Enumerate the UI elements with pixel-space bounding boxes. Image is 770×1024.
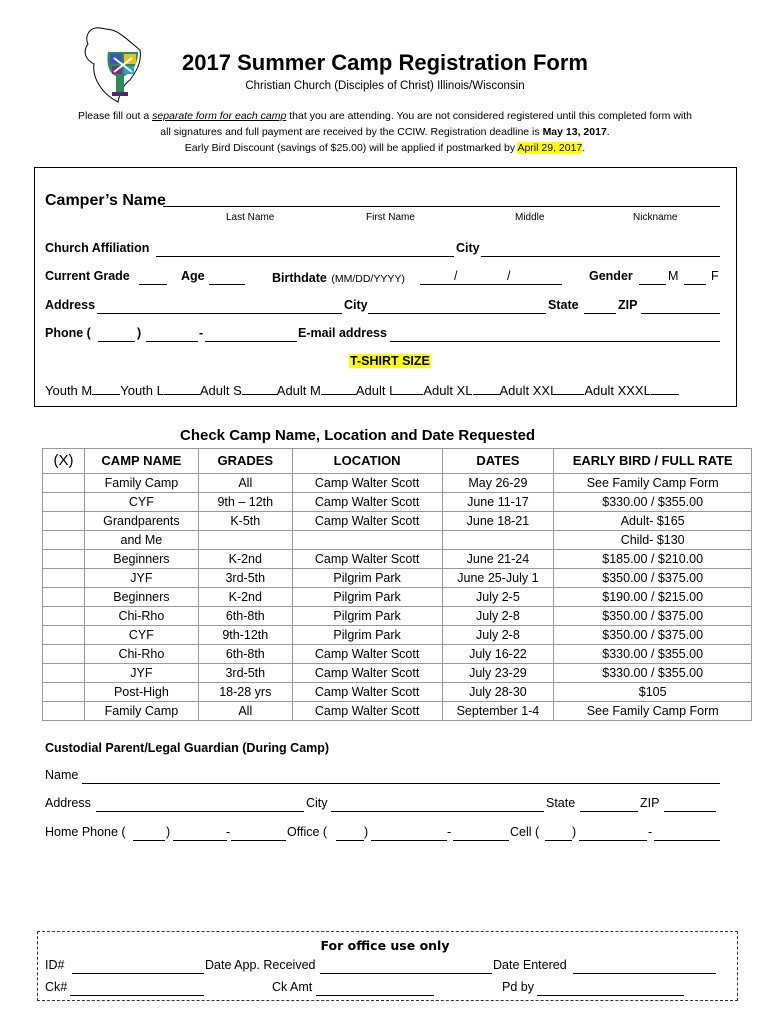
grades-cell: 9th – 12th xyxy=(198,493,292,512)
camp-name-cell: JYF xyxy=(84,664,198,683)
col-header-rate: EARLY BIRD / FULL RATE xyxy=(554,449,752,474)
cell-phone-number-field[interactable] xyxy=(654,840,720,841)
phone-area-field[interactable] xyxy=(98,341,135,342)
grades-cell: K-2nd xyxy=(198,550,292,569)
location-cell: Camp Walter Scott xyxy=(292,550,442,569)
home-phone-paren: ) xyxy=(166,825,171,839)
instruction-line-2 xyxy=(30,124,740,140)
birthdate-field[interactable] xyxy=(420,284,562,285)
check-cell[interactable] xyxy=(43,645,85,664)
table-row xyxy=(43,645,752,664)
guardian-zip-label: ZIP xyxy=(640,796,660,810)
email-label: E-mail address xyxy=(298,326,387,340)
office-phone-prefix-field[interactable] xyxy=(371,840,447,841)
col-header-camp-name: CAMP NAME xyxy=(84,449,198,474)
camp-name-cell: Beginners xyxy=(84,588,198,607)
check-cell[interactable] xyxy=(43,474,85,493)
col-header-check: (X) xyxy=(43,449,85,474)
size-youth-m: Youth M xyxy=(45,383,93,398)
table-row xyxy=(43,493,752,512)
check-cell[interactable] xyxy=(43,607,85,626)
check-cell[interactable] xyxy=(43,531,85,550)
rate-cell: $350.00 / $375.00 xyxy=(554,626,752,645)
table-row xyxy=(43,607,752,626)
camp-name-cell: and Me xyxy=(84,531,198,550)
date-app-received-label: Date App. Received xyxy=(205,958,316,972)
gender-f-label: F xyxy=(711,269,719,283)
phone-label: Phone ( xyxy=(45,326,91,340)
col-header-dates: DATES xyxy=(442,449,554,474)
table-row xyxy=(43,588,752,607)
size-adult-m: Adult M xyxy=(276,383,321,398)
col-header-grades: GRADES xyxy=(198,449,292,474)
date-app-received-field[interactable] xyxy=(320,973,492,974)
office-ck-field[interactable] xyxy=(70,995,204,996)
table-header-row xyxy=(43,449,752,474)
instruction-text: . xyxy=(606,126,610,138)
dates-cell: June 11-17 xyxy=(442,493,554,512)
home-phone-label: Home Phone ( xyxy=(45,825,126,839)
cell-phone-area-field[interactable] xyxy=(545,840,572,841)
current-grade-field[interactable] xyxy=(139,284,167,285)
last-name-caption: Last Name xyxy=(226,212,275,223)
dates-cell: July 2-5 xyxy=(442,588,554,607)
guardian-state-label: State xyxy=(546,796,576,810)
grades-cell: 9th-12th xyxy=(198,626,292,645)
dates-cell: September 1-4 xyxy=(442,702,554,721)
instruction-text: Please fill out a xyxy=(77,110,153,122)
form-title: 2017 Summer Camp Registration Form xyxy=(182,50,588,75)
dates-cell: July 23-29 xyxy=(442,664,554,683)
dates-cell: July 2-8 xyxy=(442,607,554,626)
dates-cell xyxy=(442,531,554,550)
city-label: City xyxy=(344,298,368,312)
location-cell: Camp Walter Scott xyxy=(292,645,442,664)
table-row xyxy=(43,569,752,588)
check-cell[interactable] xyxy=(43,569,85,588)
guardian-city-field[interactable] xyxy=(331,811,544,812)
office-id-label: ID# xyxy=(45,958,65,972)
location-cell: Camp Walter Scott xyxy=(292,664,442,683)
cell-phone-dash: - xyxy=(648,825,653,839)
size-checkbox[interactable] xyxy=(164,394,200,395)
instruction-text: all signatures and full payment are received by the CCIW. Registration deadline is xyxy=(160,126,543,138)
birthdate-label: Birthdate xyxy=(272,271,327,285)
camp-name-cell: CYF xyxy=(84,626,198,645)
ck-amt-field[interactable] xyxy=(316,995,434,996)
size-checkbox[interactable] xyxy=(473,394,500,395)
rate-cell: Adult- $165 xyxy=(554,512,752,531)
grades-cell: All xyxy=(198,474,292,493)
table-row xyxy=(43,702,752,721)
address-label: Address xyxy=(45,298,96,312)
check-cell[interactable] xyxy=(43,550,85,569)
tshirt-size-label: T-SHIRT SIZE xyxy=(350,354,430,368)
table-row xyxy=(43,512,752,531)
form-subtitle: Christian Church (Disciples of Christ) Illinois/Wisconsin xyxy=(245,80,525,92)
rate-cell: See Family Camp Form xyxy=(554,474,752,493)
campers-name-label: Camper’s Name xyxy=(45,192,166,209)
office-phone-paren: ) xyxy=(364,825,369,839)
location-cell: Pilgrim Park xyxy=(292,569,442,588)
instruction-text: Early Bird Discount (savings of $25.00) will be applied if postmarked by xyxy=(184,142,518,154)
size-checkbox[interactable] xyxy=(242,394,277,395)
guardian-address-field[interactable] xyxy=(96,811,304,812)
pd-by-field[interactable] xyxy=(537,995,684,996)
instruction-text: . xyxy=(582,142,586,154)
gender-f-field[interactable] xyxy=(684,284,706,285)
home-phone-area-field[interactable] xyxy=(133,840,165,841)
size-adult-xl: Adult XL xyxy=(423,383,473,398)
size-checkbox[interactable] xyxy=(92,394,120,395)
guardian-section-title: Custodial Parent/Legal Guardian (During Camp) xyxy=(45,741,330,755)
table-row xyxy=(43,550,752,569)
phone-prefix-field[interactable] xyxy=(146,341,198,342)
size-adult-xxl: Adult XXL xyxy=(499,383,558,398)
home-phone-prefix-field[interactable] xyxy=(173,840,227,841)
guardian-city-label: City xyxy=(306,796,328,810)
check-cell[interactable] xyxy=(43,626,85,645)
size-youth-l: Youth L xyxy=(120,383,164,398)
location-cell: Pilgrim Park xyxy=(292,607,442,626)
church-affiliation-field[interactable] xyxy=(156,256,454,257)
rate-cell: $185.00 / $210.00 xyxy=(554,550,752,569)
nickname-caption: Nickname xyxy=(633,212,678,223)
table-row xyxy=(43,474,752,493)
location-cell: Camp Walter Scott xyxy=(292,493,442,512)
phone-paren: ) xyxy=(137,326,142,340)
early-bird-date: April 29, 2017 xyxy=(517,142,583,154)
rate-cell: See Family Camp Form xyxy=(554,702,752,721)
camp-name-cell: Family Camp xyxy=(84,474,198,493)
date-slash: / xyxy=(454,269,458,283)
cell-phone-paren: ) xyxy=(572,825,577,839)
rate-cell: $330.00 / $355.00 xyxy=(554,645,752,664)
age-label: Age xyxy=(181,269,205,283)
city-field[interactable] xyxy=(368,313,546,314)
gender-m-label: M xyxy=(668,269,679,283)
rate-cell: $330.00 / $355.00 xyxy=(554,493,752,512)
check-cell[interactable] xyxy=(43,683,85,702)
camp-table xyxy=(42,448,752,721)
birthdate-format: (MM/DD/YYYY) xyxy=(331,273,405,285)
birthdate-label-group xyxy=(272,269,405,287)
instruction-text: that you are attending. You are not considered registered until this completed form with xyxy=(286,110,693,122)
check-cell[interactable] xyxy=(43,702,85,721)
grades-cell xyxy=(198,531,292,550)
dates-cell: July 16-22 xyxy=(442,645,554,664)
grades-cell: All xyxy=(198,702,292,721)
grades-cell: K-5th xyxy=(198,512,292,531)
church-city-field[interactable] xyxy=(481,256,720,257)
rate-cell: $350.00 / $375.00 xyxy=(554,607,752,626)
location-cell: Camp Walter Scott xyxy=(292,474,442,493)
middle-caption: Middle xyxy=(515,212,545,223)
dates-cell: June 25-July 1 xyxy=(442,569,554,588)
office-phone-area-field[interactable] xyxy=(336,840,364,841)
table-row xyxy=(43,683,752,702)
phone-dash: - xyxy=(199,326,204,340)
current-grade-label: Current Grade xyxy=(45,269,130,283)
deadline-date: May 13, 2017 xyxy=(542,126,607,138)
date-entered-label: Date Entered xyxy=(493,958,567,972)
check-cell[interactable] xyxy=(43,493,85,512)
address-field[interactable] xyxy=(97,313,342,314)
size-checkbox[interactable] xyxy=(321,394,356,395)
state-field[interactable] xyxy=(584,313,616,314)
dates-cell: June 18-21 xyxy=(442,512,554,531)
zip-label: ZIP xyxy=(618,298,638,312)
first-name-caption: First Name xyxy=(366,212,415,223)
grades-cell: 3rd-5th xyxy=(198,664,292,683)
check-cell[interactable] xyxy=(43,664,85,683)
office-phone-dash: - xyxy=(447,825,452,839)
rate-cell: $105 xyxy=(554,683,752,702)
size-checkbox[interactable] xyxy=(651,394,679,395)
location-cell: Camp Walter Scott xyxy=(292,512,442,531)
check-cell[interactable] xyxy=(43,588,85,607)
rate-cell: $190.00 / $215.00 xyxy=(554,588,752,607)
rate-cell: $350.00 / $375.00 xyxy=(554,569,752,588)
guardian-zip-field[interactable] xyxy=(664,811,716,812)
instruction-line-1 xyxy=(30,108,740,124)
guardian-name-label: Name xyxy=(45,768,79,782)
office-phone-label: Office ( xyxy=(287,825,328,839)
guardian-state-field[interactable] xyxy=(580,811,638,812)
camp-name-cell: Chi-Rho xyxy=(84,607,198,626)
location-cell: Pilgrim Park xyxy=(292,588,442,607)
church-affiliation-label: Church Affiliation xyxy=(45,241,150,255)
gender-m-field[interactable] xyxy=(639,284,666,285)
city-label: City xyxy=(456,241,480,255)
rate-cell: $330.00 / $355.00 xyxy=(554,664,752,683)
guardian-name-field[interactable] xyxy=(82,783,720,784)
camp-name-cell: Grandparents xyxy=(84,512,198,531)
grades-cell: 6th-8th xyxy=(198,607,292,626)
grades-cell: 18-28 yrs xyxy=(198,683,292,702)
camp-name-cell: Beginners xyxy=(84,550,198,569)
size-checkbox[interactable] xyxy=(396,394,423,395)
age-field[interactable] xyxy=(209,284,245,285)
phone-number-field[interactable] xyxy=(205,341,297,342)
dates-cell: July 2-8 xyxy=(442,626,554,645)
size-adult-xxxl: Adult XXXL xyxy=(584,383,651,398)
location-cell xyxy=(292,531,442,550)
table-row xyxy=(43,664,752,683)
guardian-address-label: Address xyxy=(45,796,91,810)
date-entered-field[interactable] xyxy=(573,973,716,974)
office-id-field[interactable] xyxy=(72,973,204,974)
office-use-title: For office use only xyxy=(320,938,450,953)
dates-cell: June 21-24 xyxy=(442,550,554,569)
location-cell: Camp Walter Scott xyxy=(292,683,442,702)
size-adult-s: Adult S xyxy=(199,383,242,398)
camp-name-cell: JYF xyxy=(84,569,198,588)
dates-cell: May 26-29 xyxy=(442,474,554,493)
size-adult-l: Adult L xyxy=(355,383,397,398)
table-row xyxy=(43,626,752,645)
cell-phone-prefix-field[interactable] xyxy=(579,840,647,841)
campers-name-field[interactable] xyxy=(163,206,720,207)
state-label: State xyxy=(548,298,579,312)
size-checkbox[interactable] xyxy=(557,394,584,395)
camp-name-cell: CYF xyxy=(84,493,198,512)
home-phone-number-field[interactable] xyxy=(231,840,286,841)
zip-field[interactable] xyxy=(641,313,720,314)
date-slash: / xyxy=(507,269,511,283)
gender-label: Gender xyxy=(589,269,633,283)
location-cell: Camp Walter Scott xyxy=(292,702,442,721)
home-phone-dash: - xyxy=(226,825,231,839)
camps-section-title: Check Camp Name, Location and Date Requested xyxy=(180,427,536,444)
location-cell: Pilgrim Park xyxy=(292,626,442,645)
grades-cell: 6th-8th xyxy=(198,645,292,664)
separate-form-text: separate form for each camp xyxy=(152,110,287,122)
camp-name-cell: Post-High xyxy=(84,683,198,702)
grades-cell: 3rd-5th xyxy=(198,569,292,588)
office-ck-label: Ck# xyxy=(45,980,68,994)
tshirt-size-options xyxy=(45,383,679,398)
table-row xyxy=(43,531,752,550)
dates-cell: July 28-30 xyxy=(442,683,554,702)
camp-name-cell: Chi-Rho xyxy=(84,645,198,664)
office-phone-number-field[interactable] xyxy=(453,840,509,841)
grades-cell: K-2nd xyxy=(198,588,292,607)
camp-name-cell: Family Camp xyxy=(84,702,198,721)
pd-by-label: Pd by xyxy=(502,980,534,994)
col-header-location: LOCATION xyxy=(292,449,442,474)
rate-cell: Child- $130 xyxy=(554,531,752,550)
cell-phone-label: Cell ( xyxy=(510,825,540,839)
check-cell[interactable] xyxy=(43,512,85,531)
ck-amt-label: Ck Amt xyxy=(272,980,313,994)
email-field[interactable] xyxy=(390,341,720,342)
instruction-line-3 xyxy=(30,140,740,156)
